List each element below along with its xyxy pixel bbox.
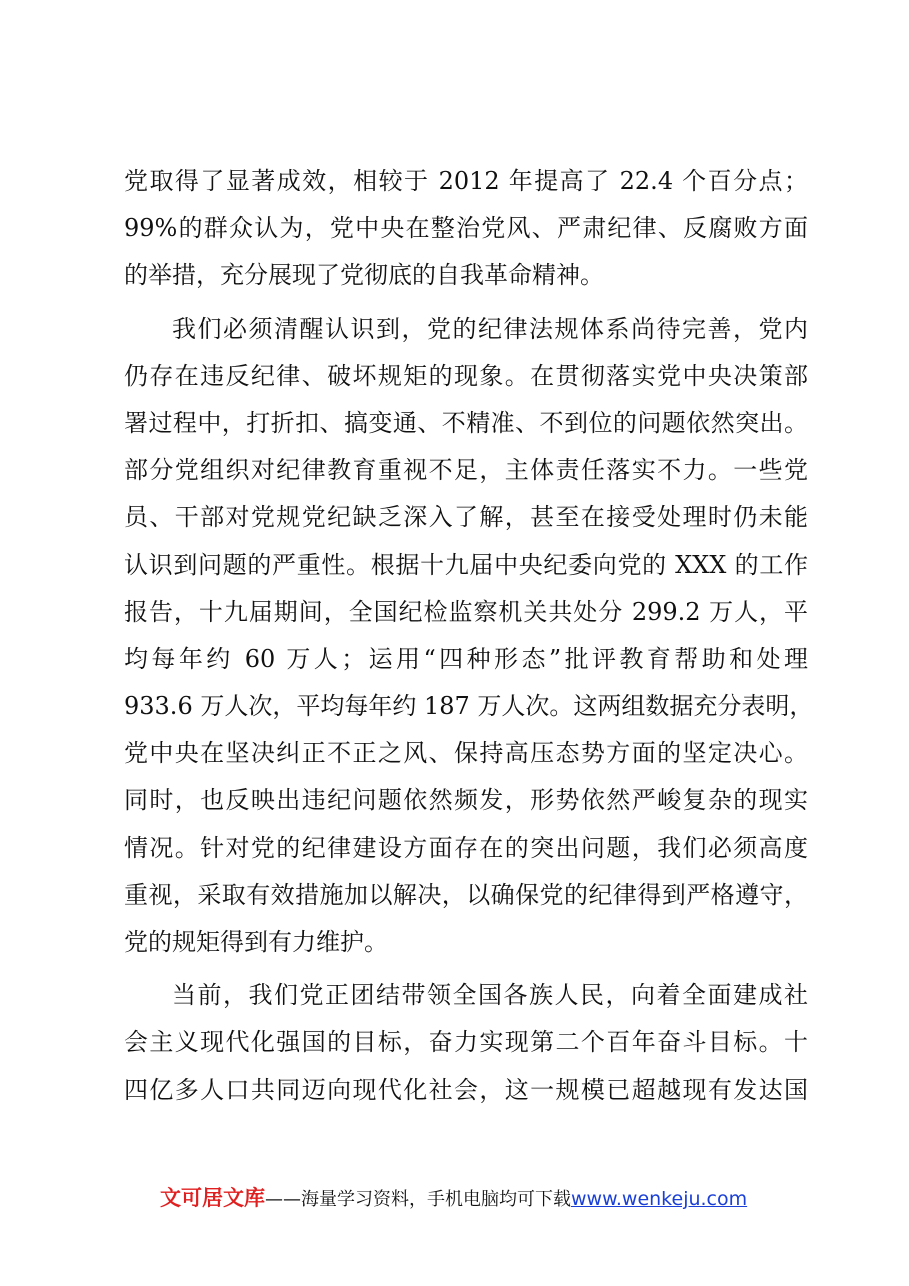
text-line: 部分党组织对纪律教育重视不足，主体责任落实不力。一些党 — [124, 456, 808, 485]
text-line: 的举措，充分展现了党彻底的自我革命精神。 — [124, 261, 604, 290]
text-line: 均每年约 60 万人；运用“四种形态”批评教育帮助和处理 — [124, 644, 808, 673]
footer-brand: 文可居文库 — [160, 1186, 265, 1210]
text-line: 仍存在违反纪律、破坏规矩的现象。在贯彻落实党中央决策部 — [124, 361, 808, 390]
text-line: 署过程中，打折扣、搞变通、不精准、不到位的问题依然突出。 — [124, 408, 808, 437]
document-body — [124, 158, 814, 1114]
text-line: 党的规矩得到有力维护。 — [124, 928, 388, 956]
text-line: 重视，采取有效措施加以解决，以确保党的纪律得到严格遵守， — [124, 880, 808, 909]
text-line: 我们必须清醒认识到，党的纪律法规体系尚待完善，党内 — [172, 314, 808, 343]
text-line: 99%的群众认为，党中央在整治党风、严肃纪律、反腐败方面 — [124, 214, 808, 243]
text-line: 933.6 万人次，平均每年约 187 万人次。这两组数据充分表明， — [124, 692, 814, 721]
text-line: 党取得了显著成效，相较于 2012 年提高了 22.4 个百分点； — [124, 167, 808, 195]
text-line: 四亿多人口共同迈向现代化社会，这一规模已超越现有发达国 — [124, 1075, 808, 1104]
text-line: 会主义现代化强国的目标，奋力实现第二个百年奋斗目标。十 — [124, 1028, 808, 1057]
text-line: 情况。针对党的纪律建设方面存在的突出问题，我们必须高度 — [124, 833, 808, 862]
footer-tagline: ——海量学习资料，手机电脑均可下载 — [265, 1189, 571, 1210]
footer-banner — [160, 1180, 820, 1216]
text-line: 认识到问题的严重性。根据十九届中央纪委向党的 XXX 的工作 — [124, 550, 808, 579]
footer-link[interactable]: www.wenkeju.com — [571, 1188, 748, 1210]
text-line: 当前，我们党正团结带领全国各族人民，向着全面建成社 — [172, 981, 808, 1010]
text-line: 员、干部对党规党纪缺乏深入了解，甚至在接受处理时仍未能 — [124, 503, 808, 532]
text-line: 党中央在坚决纠正不正之风、保持高压态势方面的坚定决心。 — [124, 739, 808, 768]
text-line: 同时，也反映出违纪问题依然频发，形势依然严峻复杂的现实 — [124, 786, 808, 815]
text-line: 报告，十九届期间，全国纪检监察机关共处分 299.2 万人，平 — [124, 597, 808, 626]
